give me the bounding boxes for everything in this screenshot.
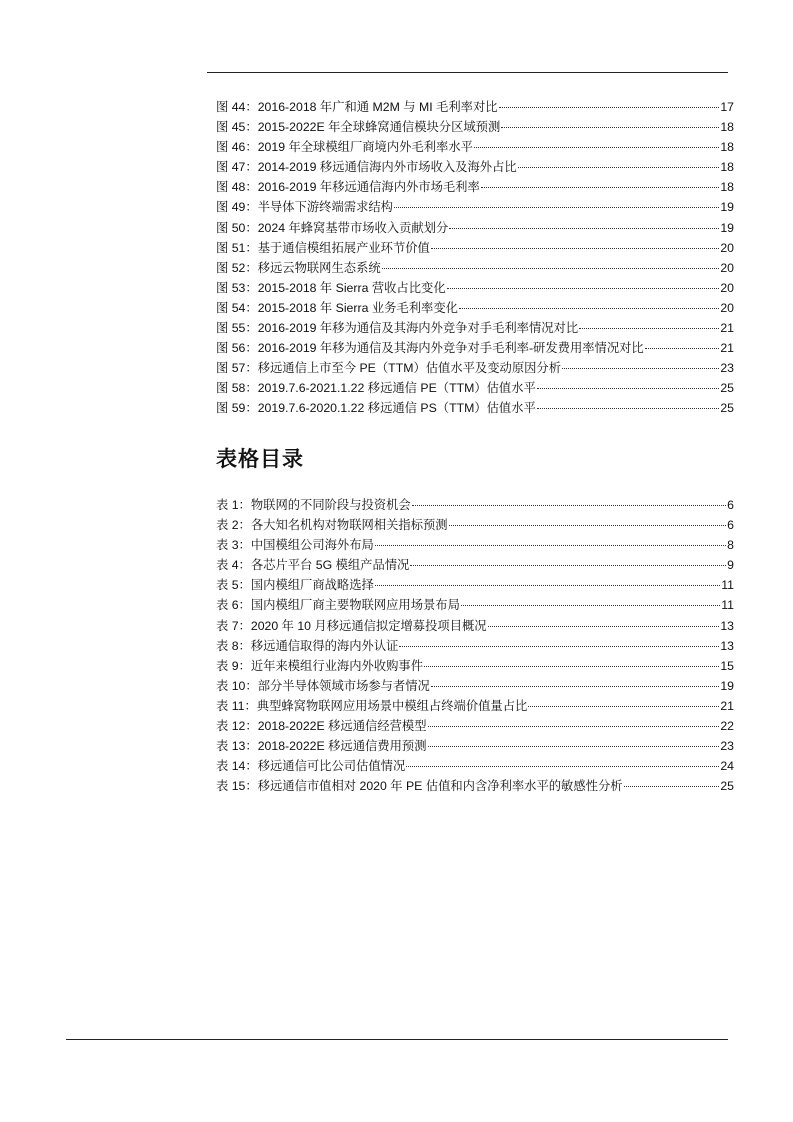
entry-title: 图 45：2015-2022E 年全球蜂窝通信模块分区域预测 [216, 120, 501, 135]
figure-toc-entry[interactable] [216, 137, 734, 157]
dot-leader [375, 545, 726, 546]
dot-leader [624, 786, 720, 787]
entry-page-number: 13 [720, 618, 734, 633]
entry-title: 表 7：2020 年 10 月移远通信拟定增募投项目概况 [216, 618, 487, 633]
entry-page-number: 23 [720, 739, 734, 754]
entry-page-number: 24 [720, 759, 734, 774]
table-toc-entry[interactable] [216, 756, 734, 776]
entry-page-number: 18 [720, 140, 734, 155]
dot-leader [449, 228, 719, 229]
entry-page-number: 21 [720, 321, 734, 336]
entry-title: 图 50：2024 年蜂窝基带市场收入贡献划分 [216, 220, 449, 235]
footer-rule [66, 1039, 728, 1040]
table-toc-entry[interactable] [216, 616, 734, 636]
entry-title: 图 56：2016-2019 年移为通信及其海内外竞争对手毛利率-研发费用率情况对比 [216, 341, 644, 356]
entry-page-number: 17 [720, 100, 734, 114]
table-toc-entry[interactable] [216, 515, 734, 535]
entry-title: 表 8：移远通信取得的海内外认证 [216, 638, 399, 653]
entry-page-number: 23 [720, 361, 734, 376]
entry-page-number: 25 [720, 401, 734, 416]
table-toc-entry[interactable] [216, 535, 734, 555]
dot-leader [431, 686, 719, 687]
entry-page-number: 11 [721, 578, 734, 593]
figure-toc-entry[interactable] [216, 258, 734, 278]
dot-leader [428, 746, 720, 747]
table-toc-entry[interactable] [216, 595, 734, 615]
table-toc-entry[interactable] [216, 555, 734, 575]
dot-leader [424, 666, 719, 667]
table-toc-entry[interactable] [216, 495, 734, 515]
entry-title: 图 58：2019.7.6-2021.1.22 移远通信 PE（TTM）估值水平 [216, 381, 536, 396]
entry-page-number: 18 [720, 160, 734, 175]
dot-leader [461, 605, 720, 606]
entry-page-number: 6 [727, 518, 734, 533]
entry-page-number: 13 [720, 638, 734, 653]
dot-leader [447, 288, 720, 289]
entry-title: 表 11：典型蜂窝物联网应用场景中模组占终端价值量占比 [216, 698, 528, 713]
figure-toc-entry[interactable] [216, 358, 734, 378]
entry-title: 图 49：半导体下游终端需求结构 [216, 200, 393, 215]
figure-list [216, 97, 734, 419]
table-toc-entry[interactable] [216, 656, 734, 676]
figure-toc-entry[interactable] [216, 398, 734, 418]
entry-title: 表 13：2018-2022E 移远通信费用预测 [216, 739, 427, 754]
entry-title: 图 54：2015-2018 年 Sierra 业务毛利率变化 [216, 300, 458, 315]
entry-page-number: 20 [720, 240, 734, 255]
entry-page-number: 15 [720, 658, 734, 673]
entry-page-number: 20 [720, 280, 734, 295]
entry-title: 表 9：近年来模组行业海内外收购事件 [216, 658, 424, 673]
dot-leader [528, 706, 719, 707]
dot-leader [459, 308, 719, 309]
figure-toc-entry[interactable] [216, 318, 734, 338]
table-toc-entry[interactable] [216, 776, 734, 796]
figure-toc-entry[interactable] [216, 157, 734, 177]
figure-toc-entry[interactable] [216, 278, 734, 298]
figure-toc-entry[interactable] [216, 197, 734, 217]
entry-page-number: 21 [720, 341, 734, 356]
entry-page-number: 20 [720, 260, 734, 275]
dot-leader [394, 207, 719, 208]
entry-title: 表 14：移远通信可比公司估值情况 [216, 759, 406, 774]
entry-title: 图 47：2014-2019 移远通信海内外市场收入及海外占比 [216, 160, 517, 175]
entry-page-number: 18 [720, 180, 734, 195]
dot-leader [481, 187, 720, 188]
entry-page-number: 22 [720, 719, 734, 734]
figure-toc-entry[interactable] [216, 238, 734, 258]
entry-page-number: 20 [720, 300, 734, 315]
entry-title: 表 1：物联网的不同阶段与投资机会 [216, 498, 411, 512]
entry-page-number: 9 [727, 558, 734, 573]
table-toc-entry[interactable] [216, 736, 734, 756]
entry-title: 表 5：国内模组厂商战略选择 [216, 578, 374, 593]
entry-page-number: 25 [720, 779, 734, 794]
dot-leader [406, 766, 719, 767]
entry-title: 图 51：基于通信模组拓展产业环节价值 [216, 240, 430, 255]
figure-toc-entry[interactable] [216, 117, 734, 137]
entry-page-number: 21 [720, 698, 734, 713]
dot-leader [562, 368, 719, 369]
dot-leader [431, 248, 719, 249]
table-toc-entry[interactable] [216, 636, 734, 656]
entry-title: 图 55：2016-2019 年移为通信及其海内外竞争对手毛利率情况对比 [216, 321, 579, 336]
figure-toc-entry[interactable] [216, 378, 734, 398]
figure-toc-entry[interactable] [216, 218, 734, 238]
entry-title: 表 10：部分半导体领域市场参与者情况 [216, 678, 430, 693]
figure-toc-entry[interactable] [216, 97, 734, 117]
entry-title: 图 48：2016-2019 年移远通信海内外市场毛利率 [216, 180, 480, 195]
entry-title: 表 6：国内模组厂商主要物联网应用场景布局 [216, 598, 460, 613]
dot-leader [579, 328, 719, 329]
figure-toc-entry[interactable] [216, 298, 734, 318]
entry-title: 图 53：2015-2018 年 Sierra 营收占比变化 [216, 280, 446, 295]
table-toc-entry[interactable] [216, 716, 734, 736]
figure-toc-entry[interactable] [216, 177, 734, 197]
dot-leader [474, 147, 719, 148]
entry-page-number: 11 [721, 598, 734, 613]
entry-title: 图 52：移远云物联网生态系统 [216, 260, 381, 275]
entry-page-number: 25 [720, 381, 734, 396]
entry-page-number: 19 [720, 200, 734, 215]
entry-title: 表 4：各芯片平台 5G 模组产品情况 [216, 558, 410, 573]
entry-title: 表 3：中国模组公司海外布局 [216, 538, 374, 553]
dot-leader [488, 626, 720, 627]
entry-page-number: 6 [727, 498, 734, 512]
dot-leader [499, 107, 720, 108]
header-rule [207, 72, 728, 73]
entry-title: 图 57：移远通信上市至今 PE（TTM）估值水平及变动原因分析 [216, 361, 562, 376]
entry-title: 图 46：2019 年全球模组厂商境内外毛利率水平 [216, 140, 473, 155]
entry-page-number: 8 [727, 538, 734, 553]
dot-leader [375, 585, 720, 586]
table-list [216, 495, 734, 796]
entry-page-number: 18 [720, 120, 734, 135]
dot-leader [382, 268, 720, 269]
entry-page-number: 19 [720, 678, 734, 693]
dot-leader [399, 646, 719, 647]
tables-heading: 表格目录 [216, 448, 304, 471]
dot-leader [501, 127, 719, 128]
entry-title: 表 12：2018-2022E 移远通信经营模型 [216, 719, 427, 734]
dot-leader [410, 565, 726, 566]
dot-leader [428, 726, 720, 727]
dot-leader [537, 388, 719, 389]
dot-leader [537, 408, 719, 409]
dot-leader [518, 167, 720, 168]
entry-title: 图 59：2019.7.6-2020.1.22 移远通信 PS（TTM）估值水平 [216, 401, 536, 416]
dot-leader [449, 525, 727, 526]
table-toc-entry[interactable] [216, 575, 734, 595]
entry-title: 图 44：2016-2018 年广和通 M2M 与 MI 毛利率对比 [216, 100, 498, 114]
entry-title: 表 2：各大知名机构对物联网相关指标预测 [216, 518, 448, 533]
table-toc-entry[interactable] [216, 676, 734, 696]
dot-leader [645, 348, 720, 349]
table-toc-entry[interactable] [216, 696, 734, 716]
entry-title: 表 15：移远通信市值相对 2020 年 PE 估值和内含净利率水平的敏感性分析 [216, 779, 623, 794]
entry-page-number: 19 [720, 220, 734, 235]
figure-toc-entry[interactable] [216, 338, 734, 358]
dot-leader [412, 505, 726, 506]
